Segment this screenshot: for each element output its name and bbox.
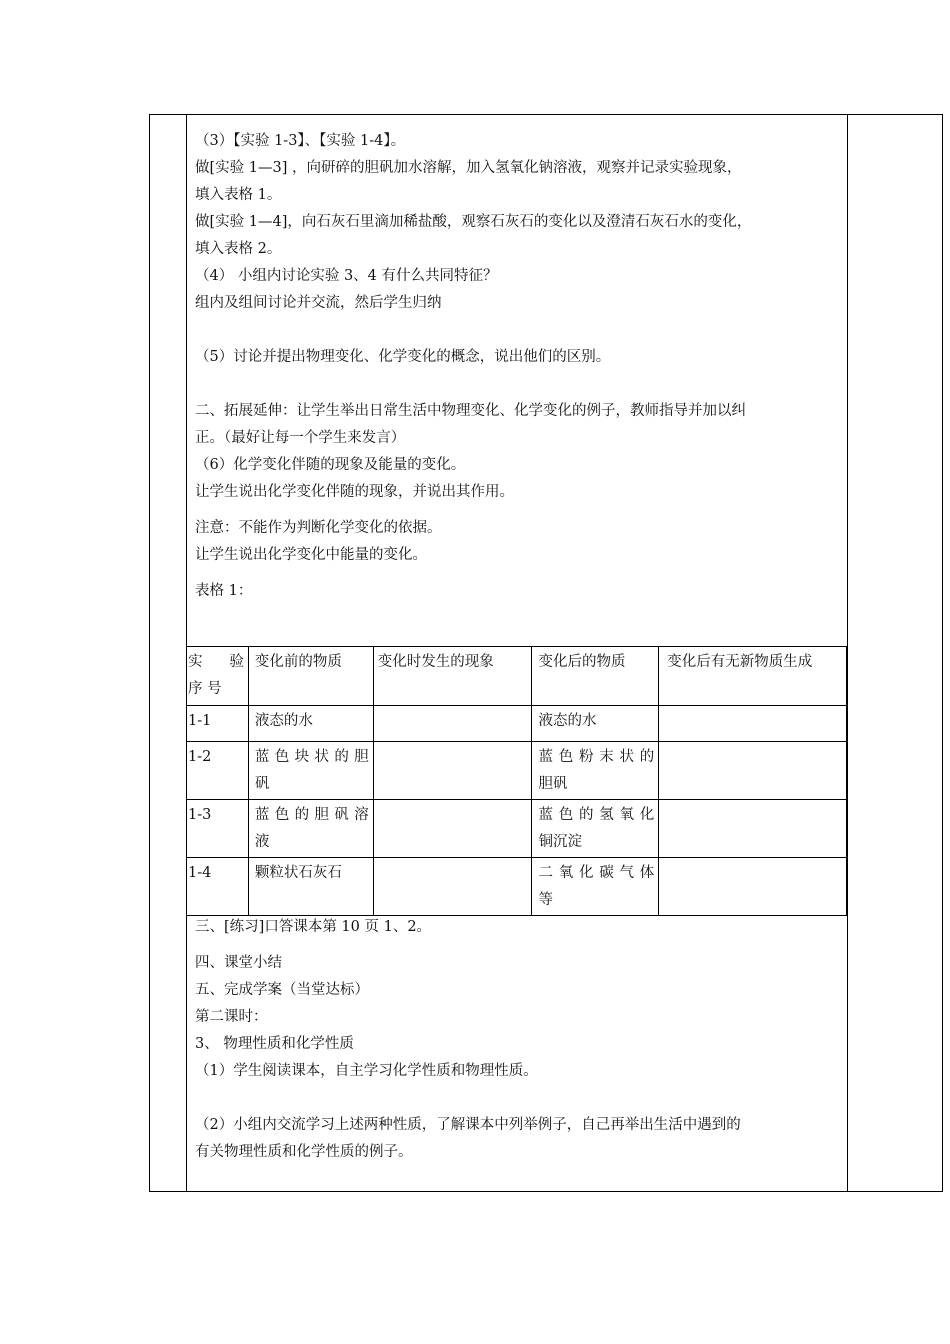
cell-text: 蓝色的氢氧化 [538,807,655,823]
table-row [187,706,847,742]
experiment-table [186,646,847,916]
header-cell-phenomenon [373,647,532,706]
cell-after [532,858,659,916]
table-row [187,858,847,916]
cell-text: 液 [254,834,270,850]
header-cell-before [248,647,373,706]
header-text: 变化后的物质 [538,654,626,670]
header-cell-new-substance [659,647,847,706]
text-line: 做[实验 1—4]，向石灰石里滴加稀盐酸，观察石灰石的变化以及澄清石灰石水的变化， [195,214,752,230]
table-row [187,742,847,800]
cell-before [248,706,373,742]
text-line: 五、完成学案（当堂达标） [195,982,369,998]
text-line: （5）讨论并提出物理变化、化学变化的概念，说出他们的区别。 [195,349,611,365]
cell-after [532,800,659,858]
cell-new-substance [659,800,847,858]
cell-text: 液态的水 [538,713,597,729]
cell-phenomenon [373,742,532,800]
cell-new-substance [659,858,847,916]
text-line: 二、拓展延伸：让学生举出日常生活中物理变化、化学变化的例子，教师指导并加以纠 [195,403,746,419]
text-line: 做[实验 1—3] ，向研碎的胆矾加水溶解，加入氢氧化钠溶液，观察并记录实验现象， [195,160,742,176]
cell-after [532,706,659,742]
cell-id [187,706,249,742]
text-line: 第二课时： [195,1009,268,1025]
cell-text: 1-4 [188,865,212,881]
cell-phenomenon [373,800,532,858]
lesson-content-bottom [195,914,841,1166]
cell-text: 1-3 [188,807,212,823]
header-cell-after [532,647,659,706]
text-line: （1）学生阅读课本，自主学习化学性质和物理性质。 [195,1063,538,1079]
cell-text: 蓝色粉末状的 [538,749,655,765]
cell-text: 蓝色块状的胆 [254,749,369,765]
table-row [187,800,847,858]
table-caption: 表格 1： [195,583,253,599]
lesson-content-top [195,128,841,605]
column-divider-right [847,114,848,1192]
text-line: 填入表格 1。 [195,187,282,203]
text-line: 组内及组间讨论并交流，然后学生归纳 [195,295,442,311]
cell-before [248,800,373,858]
cell-before [248,742,373,800]
cell-id [187,800,249,858]
cell-id [187,858,249,916]
text-line: （3）【实验 1-3】、【实验 1-4】。 [195,133,406,149]
cell-phenomenon [373,858,532,916]
cell-text: 二氧化碳气体 [538,865,655,881]
table-header-row [187,647,847,706]
cell-text: 液态的水 [254,713,313,729]
header-text: 实 验 [188,654,244,670]
cell-text: 颗粒状石灰石 [254,865,342,881]
header-text: 序 号 [188,681,222,697]
text-line: 三、[练习]口答课本第 10 页 1、2。 [195,919,432,935]
text-line: 3、 物理性质和化学性质 [195,1036,354,1052]
cell-new-substance [659,706,847,742]
header-text: 变化时发生的现象 [377,654,494,670]
text-line: 正。（最好让每一个学生来发言） [195,430,406,446]
header-text: 变化前的物质 [254,654,342,670]
cell-new-substance [659,742,847,800]
text-line: 让学生说出化学变化中能量的变化。 [195,547,427,563]
cell-text: 蓝色的胆矾溶 [254,807,369,823]
cell-text: 1-1 [188,713,212,729]
cell-after [532,742,659,800]
cell-text: 铜沉淀 [538,834,582,850]
cell-text: 矾 [254,776,270,792]
cell-text: 1-2 [188,749,212,765]
cell-before [248,858,373,916]
cell-text: 等 [538,892,553,908]
text-line: （6）化学变化伴随的现象及能量的变化。 [195,457,466,473]
header-cell-id [187,647,249,706]
header-text: 变化后有无新物质生成 [667,654,813,670]
text-line: 有关物理性质和化学性质的例子。 [195,1144,413,1160]
text-line: （4） 小组内讨论实验 3、4 有什么共同特征？ [195,268,498,284]
text-line: 让学生说出化学变化伴随的现象，并说出其作用。 [195,484,514,500]
text-line: 四、课堂小结 [195,955,282,971]
cell-id [187,742,249,800]
text-line: （2）小组内交流学习上述两种性质，了解课本中列举例子，自己再举出生活中遇到的 [195,1117,741,1133]
cell-text: 胆矾 [538,776,568,792]
text-line: 注意：不能作为判断化学变化的依据。 [195,520,442,536]
text-line: 填入表格 2。 [195,241,282,257]
cell-phenomenon [373,706,532,742]
